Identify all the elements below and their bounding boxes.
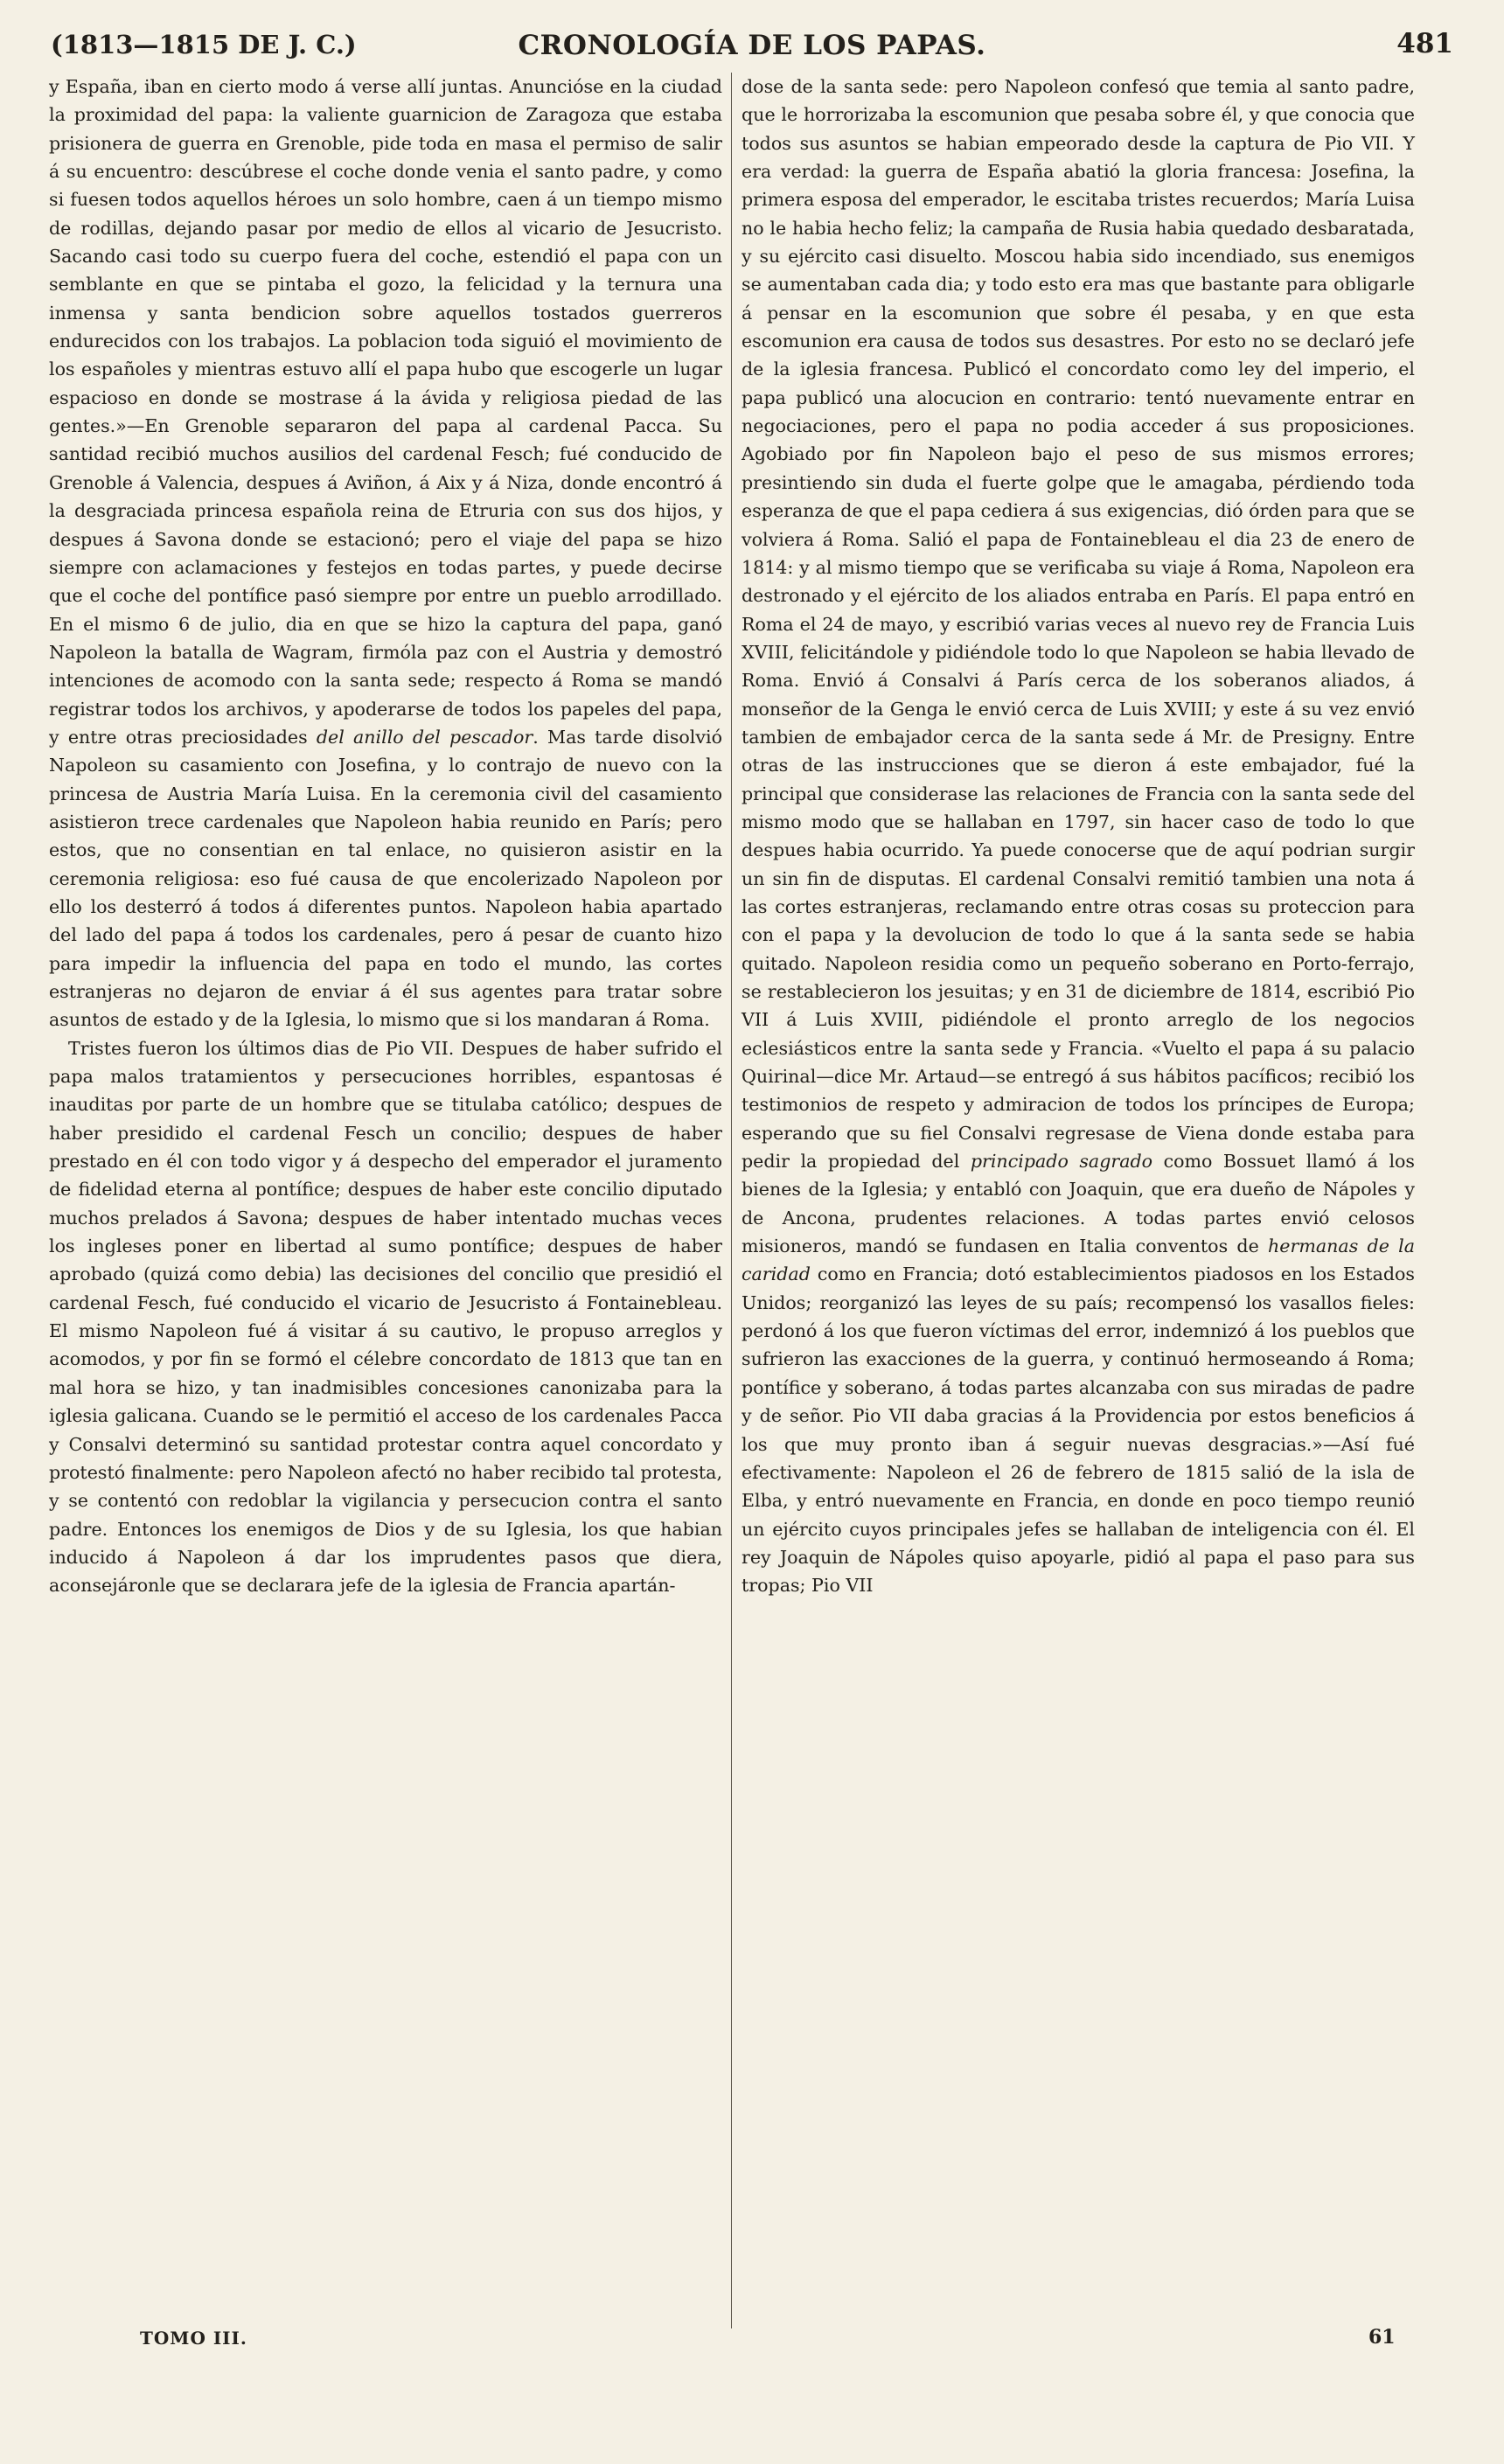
paragraph-3 xyxy=(742,73,1415,1600)
italic-text: del anillo del pescador xyxy=(316,726,533,748)
signature-mark: 61 xyxy=(1368,2326,1396,2349)
italic-text: principado sagrado xyxy=(970,1151,1153,1173)
running-header xyxy=(51,23,1453,68)
paragraph-1 xyxy=(49,73,722,1034)
paragraph-2: Tristes fueron los últimos dias de Pio VII. Despues de haber sufrido el papa malos tratamientos y persecuciones horribles, espantosas é inauditas por parte de un hombre que se titulaba católico; despues de haber presidido el cardenal Fesch un concilio; despues de haber prestado en él con todo vigor y á despecho del emperador el juramento de fidelidad eterna al pontífice; despues de haber este concilio diputado muchos prelados á Savona; despues de haber intentado muchas veces los ingleses poner en libertad al sumo pontífice; despues de haber aprobado (quizá como debia) las decisiones del concilio que presidió el cardenal Fesch, fué conducido el vicario de Jesucristo á Fontainebleau. El mismo Napoleon fué á visitar á su cautivo, le propuso arreglos y acomodos, y por fin se formó el célebre concordato de 1813 que tan en mal hora se hizo, y tan inadmisibles concesiones canonizaba para la iglesia galicana. Cuando se le permitió el acceso de los cardenales Pacca y Consalvi determinó su santidad protestar contra aquel concordato y protestó finalmente: pero Napoleon afectó no haber recibido tal protesta, y se contentó con redoblar la vigilancia y persecucion contra el santo padre. Entonces los enemigos de Dios y de su Iglesia, los que habian inducido á Napoleon á dar los imprudentes pasos que diera, aconsejáronle que se declarara jefe de la iglesia de Francia apartán- xyxy=(49,1037,722,1597)
text-run: como Bossuet llamó á los bienes de la Iglesia; y entabló con Joaquin, que era dueño de Nápoles y de Ancona, prudentes relaciones. A todas partes envió celosos misioneros, mandó se fundasen en Italia conventos de xyxy=(742,1151,1415,1257)
header-date-range: (1813—1815 DE J. C.) xyxy=(51,30,357,59)
left-column xyxy=(49,73,722,1600)
right-column xyxy=(742,73,1415,1600)
page-number: 481 xyxy=(1396,28,1453,59)
header-title: CRONOLOGÍA DE LOS PAPAS. xyxy=(518,30,986,61)
text-run: y España, iban en cierto modo á verse allí juntas. Anuncióse en la ciudad la proximidad del papa: la valiente guarnicion de Zaragoza que estaba prisionera de guerra en Grenoble, pide toda en masa el permiso de salir á su encuentro: descúbrese el coche donde venia el santo padre, y como si fuesen todos aquellos héroes un solo hombre, caen á un tiempo mismo de rodillas, dejando pasar por medio de ellos al vicario de Jesucristo. Sacando casi todo su cuerpo fuera del coche, estendió el papa con un semblante en que se pintaba el gozo, la felicidad y la ternura una inmensa y santa bendicion sobre aquellos tostados guerreros endurecidos con los trabajos. La poblacion toda siguió el movimiento de los españoles y mientras estuvo allí el papa hubo que escogerle un lugar espacioso en donde se mostrase á la ávida y religiosa piedad de las gentes.»—En Grenoble separaron del papa al cardenal Pacca. Su santidad recibió muchos ausilios del cardenal Fesch; fué conducido de Grenoble á Valencia, despues á Aviñon, á Aix y á Niza, donde encontró á la desgraciada princesa española reina de Etruria con sus dos hijos, y despues á Savona donde se estacionó; pero el viaje del papa se hizo siempre con aclamaciones y festejos en todas partes, y puede decirse que el coche del pontífice pasó siempre por entre un pueblo arrodillado. En el mismo 6 de julio, dia en que se hizo la captura del papa, ganó Napoleon la batalla de Wagram, firmóla paz con el Austria y demostró intenciones de acomodo con la santa sede; respecto á Roma se mandó registrar todos los archivos, y apoderarse de todos los papeles del papa, y entre otras preciosidades xyxy=(49,76,722,748)
text-run: dose de la santa sede: pero Napoleon confesó que temia al santo padre, que le horrorizaba la escomunion que pesaba sobre él, y que conocia que todos sus asuntos se habian empeorado desde la captura de Pio VII. Y era verdad: la guerra de España abatió la gloria francesa: Josefina, la primera esposa del emperador, le escitaba tristes recuerdos; María Luisa no le habia hecho feliz; la campaña de Rusia habia quedado desbaratada, y su ejército casi disuelto. Moscou habia sido incendiado, sus enemigos se aumentaban cada dia; y todo esto era mas que bastante para obligarle á pensar en la escomunion que sobre él pesaba, y en que esta escomunion era causa de todos sus desastres. Por esto no se declaró jefe de la iglesia francesa. Publicó el concordato como ley del imperio, el papa publicó una alocucion en contrario: tentó nuevamente entrar en negociaciones, pero el papa no podia acceder á sus proposiciones. Agobiado por fin Napoleon bajo el peso de sus mismos errores; presintiendo sin duda el fuerte golpe que le amagaba, pérdiendo toda esperanza de que el papa cediera á sus exigencias, dió órden para que se volviera á Roma. Salió el papa de Fontainebleau el dia 23 de enero de 1814: y al mismo tiempo que se verificaba su viaje á Roma, Napoleon era destronado y el ejército de los aliados entraba en París. El papa entró en Roma el 24 de mayo, y escribió varias veces al nuevo rey de Francia Luis XVIII, felicitándole y pidiéndole todo lo que Napoleon se habia llevado de Roma. Envió á Consalvi á París cerca de los soberanos aliados, á monseñor de la Genga le envió cerca de Luis XVIII; y este á su vez envió tambien de embajador cerca de la santa sede á Mr. de Presigny. Entre otras de las instrucciones que se dieron á este embajador, fué la principal que considerase las relaciones de Francia con la santa sede del mismo modo que se hallaban en 1797, sin hacer caso de todo lo que despues habia ocurrido. Ya puede conocerse que de aquí podrian surgir un sin fin de disputas. El cardenal Consalvi remitió tambien una nota á las cortes estranjeras, reclamando entre otras cosas su proteccion para con el papa y la devolucion de todo lo que á la santa sede se habia quitado. Napoleon residia como un pequeño soberano en Porto-ferrajo, se restablecieron los jesuitas; y en 31 de diciembre de 1814, escribió Pio VII á Luis XVIII, pidiéndole el pronto arreglo de los negocios eclesiásticos entre la santa sede y Francia. «Vuelto el papa á su palacio Quirinal—dice Mr. Artaud—se entregó á sus hábitos pacíficos; recibió los testimonios de respeto y admiracion de todos los príncipes de Europa; esperando que su fiel Consalvi regresase de Viena donde estaba para pedir la propiedad del xyxy=(742,76,1415,1173)
volume-label: TOMO III. xyxy=(140,2328,247,2349)
italic-text: hermanas de la caridad xyxy=(742,1235,1415,1285)
text-run: como en Francia; dotó establecimientos piadosos en los Estados Unidos; reorganizó las leyes de su país; recompensó los vasallos fieles: perdonó á los que fueron víctimas del error, indemnizó á los pueblos que sufrieron las exacciones de la guerra, y continuó hermoseando á Roma; pontífice y soberano, á todas partes alcanzaba con sus miradas de padre y de señor. Pio VII daba gracias á la Providencia por estos beneficios á los que muy pronto iban á seguir nuevas desgracias.»—Así fué efectivamente: Napoleon el 26 de febrero de 1815 salió de la isla de Elba, y entró nuevamente en Francia, en donde en poco tiempo reunió un ejército cuyos principales jefes se hallaban de inteligencia con él. El rey Joaquin de Nápoles quiso apoyarle, pidió al papa el paso para sus tropas; Pio VII xyxy=(742,1263,1415,1597)
text-run: . Mas tarde disolvió Napoleon su casamiento con Josefina, y lo contrajo de nuevo con la princesa de Austria María Luisa. En la ceremonia civil del casamiento asistieron trece cardenales que Napoleon habia reunido en París; pero estos, que no consentian en tal enlace, no quisieron asistir en la ceremonia religiosa: eso fué causa de que encolerizado Napoleon por ello los desterró á todos á diferentes puntos. Napoleon habia apartado del lado del papa á todos los cardenales, pero á pesar de cuanto hizo para impedir la influencia del papa en todo el mundo, las cortes estranjeras no dejaron de enviar á él sus agentes para tratar sobre asuntos de estado y de la Iglesia, lo mismo que si los mandaran á Roma. xyxy=(49,726,723,1031)
column-divider xyxy=(731,73,732,2328)
